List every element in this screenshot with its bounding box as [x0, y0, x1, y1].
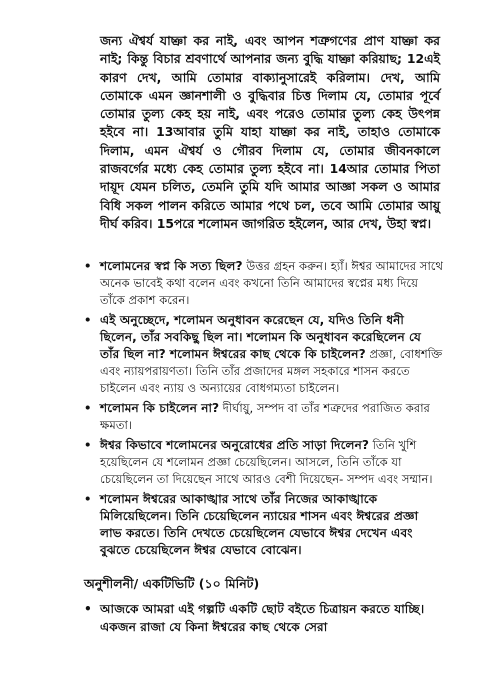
activity-list: [84, 600, 444, 636]
activity-text: আজকে আমরা এই গল্পটি একটি ছোট বইতে চিত্রায়ন করতে যাচ্ছি। একজন রাজা যে কিনা ঈশ্বরের কাছ থেকে সেরা: [100, 602, 425, 634]
bullet-icon: •: [84, 401, 92, 415]
question-text: ঈশ্বর কিভাবে শলোমনের অনুরোধের প্রতি সাড়া দিলেন?: [100, 438, 369, 452]
qa-item-1: [84, 258, 444, 309]
activity-item: [84, 600, 444, 636]
answer-text: তিনি খুশি হয়েছিলেন যে শলোমন প্রজ্ঞা চেয়েছিলেন। আসলে, তিনি তাঁকে যা চেয়েছিলেন তা দিয়েছেন সাথে আরও বেশী দিয়েছেন- সম্পদ এবং সম্মান।: [100, 438, 433, 486]
question-text: শলোমনের স্বপ্ন কি সত্য ছিল?: [100, 259, 243, 273]
bullet-icon: •: [84, 438, 92, 452]
question-text: শলোমন কি চাইলেন না?: [100, 401, 220, 415]
answer-text: দীর্ঘায়ু, সম্পদ বা তাঁর শত্রুদের পরাজিত করার ক্ষমতা।: [100, 401, 430, 432]
question-text: শলোমন ঈশ্বরের আকাঙ্খার সাথে তাঁর নিজের আকাঙ্খাকে মিলিয়েছিলেন। তিনি চেয়েছিলেন ন্যায়ের শাসন এবং ঈশ্বরের প্রজ্ঞা লাভ করতে। তিনি দেখতে চেয়েছিলেন যেভাবে ঈশ্বর দেখেন এবং বুঝতে চেয়েছিলেন ঈশ্বর যেভাবে বোঝেন।: [100, 492, 419, 557]
qa-item-3: [84, 400, 444, 434]
answer-text: প্রজ্ঞা, বোধশক্তি এবং ন্যায়পরায়ণতা। তিনি তাঁর প্রজাদের মঙ্গল সহকারে শাসন করতে চাইলেন এবং ন্যায় ও অন্যায়ের বোধগম্যতা চাইলেন।: [100, 347, 443, 395]
qa-item-2: [84, 312, 444, 397]
question-text: এই অনুচ্ছেদে, শলোমন অনুধাবন করেছেন যে, যদিও তিনি ধনী ছিলেন, তাঁর সবকিছু ছিল না। শলোমন কি অনুধাবন করেছিলেন যে তাঁর ছিল না? শলোমন ঈশ্বরের কাছ থেকে কি চাইলেন?: [100, 313, 421, 361]
qa-list: [84, 258, 444, 562]
bullet-icon: •: [84, 259, 92, 273]
qa-item-4: [84, 437, 444, 488]
answer-text: উত্তর গ্রহন করুন। হ্যাঁ। ঈশ্বর আমাদের সাথে অনেক ভাবেই কথা বলেন এবং কখনো তিনি আমাদের স্বপ্নের মধ্য দিয়ে তাঁকে প্রকাশ করেন।: [100, 259, 443, 307]
scripture-paragraph: জন্য ঐশ্বর্য যাচ্ঞা কর নাই, এবং আপন শত্রুগণের প্রাণ যাচ্ঞা কর নাই; কিন্তু বিচার শ্রবণার্থে আপনার জন্য বুদ্ধি যাচ্ঞা করিয়াছ; 12এই কারণ দেখ, আমি তোমার বাক্যানুসারেই করিলাম। দেখ, আমি তোমাকে এমন জ্ঞানশালী ও বুদ্ধিবার চিত্ত দিলাম যে, তোমার পূর্বে তোমার তুল্য কেহ হয় নাই, এবং পরেও তোমার তুল্য কেহ উৎপন্ন হইবে না। 13আবার তুমি যাহা যাচ্ঞা কর নাই, তাহাও তোমাকে দিলাম, এমন ঐশ্বর্য ও গৌরব দিলাম যে, তোমার জীবনকালে রাজবর্গের মধ্যে কেহ তোমার তুল্য হইবে না। 14আর তোমার পিতা দায়ূদ যেমন চলিত, তেমনি তুমি যদি আমার আজ্ঞা সকল ও আমার বিধি সকল পালন করিতে আমার পথে চল, তবে আমি তোমার আয়ু দীর্ঘ করিব। 15পরে শলোমন জাগরিত হইলেন, আর দেখ, উহা স্বপ্ন।: [100, 33, 440, 231]
bullet-icon: •: [84, 602, 92, 616]
activity-heading: অনুশীলনী/ একটিভিটি (১০ মিনিট): [84, 576, 260, 591]
qa-item-5: [84, 491, 444, 559]
bullet-icon: •: [84, 492, 92, 506]
bullet-icon: •: [84, 313, 92, 327]
